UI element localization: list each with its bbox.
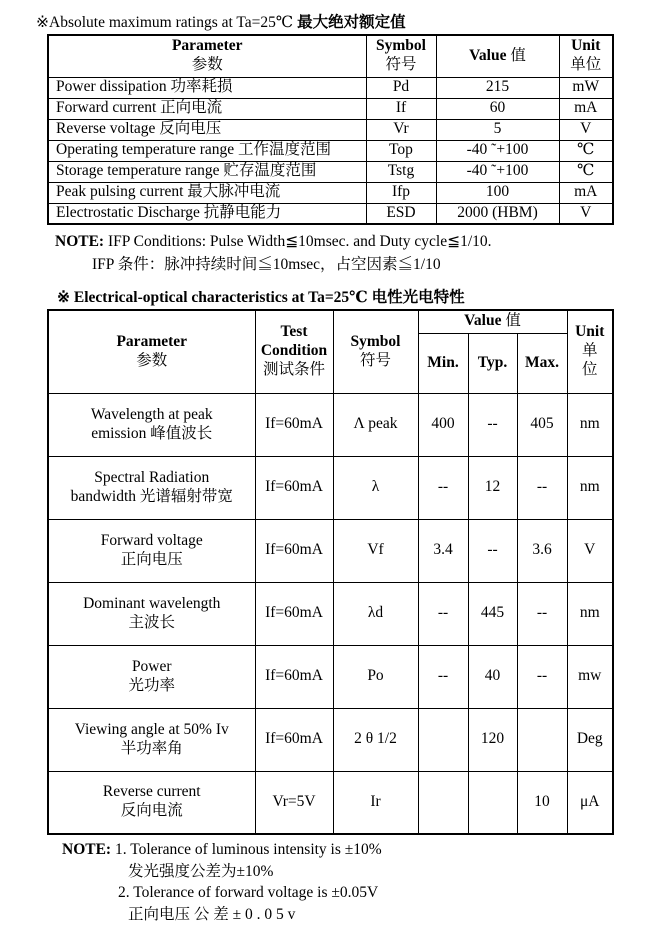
value-cell: 215 [436, 77, 559, 98]
unit-cell: μA [567, 771, 613, 834]
value-cell: -40 ˜+100 [436, 140, 559, 161]
min-cell: -- [418, 645, 468, 708]
value-cell: -40 ˜+100 [436, 161, 559, 182]
symbol-cell: λd [333, 582, 418, 645]
parameter-line1: Spectral Radiation [94, 468, 210, 486]
parameter-cell [48, 582, 255, 645]
note-line: IFP 条件：脉冲持续时间≦10msec，占空因素≦1/10 [92, 256, 441, 273]
abs-header-parameter [48, 35, 366, 77]
eo-characteristics-table [47, 309, 614, 835]
table-row [48, 645, 613, 708]
max-cell: -- [517, 582, 567, 645]
table-row [48, 708, 613, 771]
eo-header-max: Max. [517, 333, 567, 393]
unit-cell: V [559, 119, 613, 140]
table-row [48, 456, 613, 519]
symbol-cell: Po [333, 645, 418, 708]
table-row [48, 203, 613, 224]
unit-cell: nm [567, 456, 613, 519]
value-cell: 5 [436, 119, 559, 140]
abs-header-row [48, 35, 613, 77]
header-label-zh: 值 [510, 46, 526, 64]
header-label: Test [280, 323, 308, 341]
unit-cell: mW [559, 77, 613, 98]
table-row [48, 98, 613, 119]
parameter-cell [48, 519, 255, 582]
symbol-cell: ESD [366, 203, 436, 224]
abs-title-zh: 最大绝对额定值 [297, 14, 406, 31]
header-label: Parameter [171, 37, 243, 55]
symbol-cell: If [366, 98, 436, 119]
symbol-cell: Pd [366, 77, 436, 98]
parameter-line2: 主波长 [128, 613, 175, 631]
note-line [55, 230, 492, 253]
value-cell: 100 [436, 182, 559, 203]
typ-cell: 120 [468, 708, 517, 771]
note-text: 1. Tolerance of luminous intensity is ±10% [114, 841, 382, 858]
abs-title-en: Absolute maximum ratings at Ta=25℃ [49, 14, 294, 31]
condition-cell: If=60mA [255, 708, 333, 771]
typ-cell: 445 [468, 582, 517, 645]
header-label: Parameter [116, 332, 188, 350]
min-cell: -- [418, 582, 468, 645]
parameter-cell: Power dissipation 功率耗损 [48, 77, 366, 98]
condition-cell: If=60mA [255, 393, 333, 456]
parameter-line1: Viewing angle at 50% Iv [74, 720, 229, 738]
note-line: 2. Tolerance of forward voltage is ±0.05V [118, 884, 379, 901]
table-row [48, 771, 613, 834]
symbol-cell: Vf [333, 519, 418, 582]
max-cell: -- [517, 456, 567, 519]
parameter-cell: Forward current 正向电流 [48, 98, 366, 119]
parameter-cell [48, 771, 255, 834]
header-label-zh: 符号 [385, 56, 417, 74]
parameter-line1: Wavelength at peak [90, 405, 213, 423]
ref-mark: ※ [57, 289, 70, 306]
unit-cell: Deg [567, 708, 613, 771]
condition-cell: If=60mA [255, 582, 333, 645]
eo-header-typ: Typ. [468, 333, 517, 393]
table-row [48, 119, 613, 140]
max-cell: -- [517, 645, 567, 708]
symbol-cell: Tstg [366, 161, 436, 182]
parameter-line2: 反向电流 [120, 802, 183, 820]
parameter-line1: Power [131, 657, 172, 675]
typ-cell: -- [468, 393, 517, 456]
header-label: Unit [571, 37, 601, 55]
symbol-cell: λ [333, 456, 418, 519]
table-row [48, 140, 613, 161]
table-row [48, 161, 613, 182]
parameter-line2: bandwidth 光谱辐射带宽 [70, 487, 233, 505]
eo-title-en: Electrical-optical characteristics at Ta=25℃ [73, 289, 368, 306]
abs-header-unit [559, 35, 613, 77]
table-row [48, 582, 613, 645]
eo-note [62, 839, 382, 925]
parameter-cell: Electrostatic Discharge 抗静电能力 [48, 203, 366, 224]
parameter-cell [48, 393, 255, 456]
parameter-cell [48, 645, 255, 708]
header-label-zh: 值 [505, 312, 521, 330]
abs-header-symbol [366, 35, 436, 77]
condition-cell: If=60mA [255, 519, 333, 582]
header-label-zh: 位 [581, 361, 598, 379]
header-label-zh: 符号 [359, 351, 391, 369]
max-cell: 3.6 [517, 519, 567, 582]
symbol-cell: 2 θ 1/2 [333, 708, 418, 771]
parameter-line1: Forward voltage [100, 531, 203, 549]
unit-cell: ℃ [559, 140, 613, 161]
abs-note [55, 230, 492, 276]
header-label-zh: 测试条件 [262, 361, 325, 379]
header-label-zh: 单位 [570, 56, 602, 74]
table-row [48, 393, 613, 456]
eo-header-test-condition [255, 310, 333, 393]
header-label-zh: 单 [581, 342, 598, 360]
parameter-line2: emission 峰值波长 [91, 424, 213, 442]
eo-header-row-1 [48, 310, 613, 333]
unit-cell: mw [567, 645, 613, 708]
parameter-line2: 半功率角 [120, 739, 183, 757]
table-row [48, 519, 613, 582]
note-line [62, 839, 382, 861]
condition-cell: If=60mA [255, 645, 333, 708]
note-label: NOTE: [55, 233, 105, 250]
note-line: 发光强度公差为±10% [128, 862, 274, 880]
condition-cell: Vr=5V [255, 771, 333, 834]
parameter-cell [48, 456, 255, 519]
eo-characteristics-title [57, 285, 465, 307]
min-cell: 3.4 [418, 519, 468, 582]
unit-cell: V [559, 203, 613, 224]
condition-cell: If=60mA [255, 456, 333, 519]
unit-cell: mA [559, 182, 613, 203]
parameter-cell: Storage temperature range 贮存温度范围 [48, 161, 366, 182]
typ-cell: 40 [468, 645, 517, 708]
symbol-cell: Ir [333, 771, 418, 834]
max-cell: 10 [517, 771, 567, 834]
header-label: Unit [575, 323, 605, 341]
header-label: Value [464, 312, 502, 330]
value-cell: 60 [436, 98, 559, 119]
unit-cell: mA [559, 98, 613, 119]
note-label: NOTE: [62, 841, 112, 858]
typ-cell: -- [468, 519, 517, 582]
parameter-line2: 正向电压 [120, 550, 183, 568]
unit-cell: ℃ [559, 161, 613, 182]
table-row [48, 77, 613, 98]
eo-header-parameter [48, 310, 255, 393]
unit-cell: V [567, 519, 613, 582]
header-label: Symbol [376, 37, 426, 55]
min-cell [418, 771, 468, 834]
header-label-zh: 参数 [191, 56, 223, 74]
min-cell [418, 708, 468, 771]
unit-cell: nm [567, 393, 613, 456]
eo-header-symbol [333, 310, 418, 393]
symbol-cell: Top [366, 140, 436, 161]
min-cell: 400 [418, 393, 468, 456]
parameter-line1: Dominant wavelength [83, 594, 221, 612]
eo-header-unit [567, 310, 613, 393]
unit-cell: nm [567, 582, 613, 645]
header-label: Value [469, 46, 507, 64]
parameter-line2: 光功率 [128, 676, 175, 694]
abs-max-ratings-title [36, 10, 406, 32]
typ-cell: 12 [468, 456, 517, 519]
symbol-cell: Ifp [366, 182, 436, 203]
abs-max-ratings-table [47, 34, 614, 225]
parameter-cell: Operating temperature range 工作温度范围 [48, 140, 366, 161]
header-label-zh: 参数 [136, 351, 168, 369]
ref-mark: ※ [36, 14, 49, 31]
symbol-cell: Vr [366, 119, 436, 140]
parameter-cell: Reverse voltage 反向电压 [48, 119, 366, 140]
min-cell: -- [418, 456, 468, 519]
header-label: Condition [260, 342, 328, 360]
parameter-cell: Peak pulsing current 最大脉冲电流 [48, 182, 366, 203]
eo-title-zh: 电性光电特性 [371, 289, 465, 306]
header-label: Symbol [350, 332, 401, 350]
typ-cell [468, 771, 517, 834]
max-cell: 405 [517, 393, 567, 456]
value-cell: 2000 (HBM) [436, 203, 559, 224]
note-line: 正向电压 公 差 ± 0 . 0 5 v [128, 905, 296, 923]
eo-header-min: Min. [418, 333, 468, 393]
max-cell [517, 708, 567, 771]
table-row [48, 182, 613, 203]
eo-header-value [418, 310, 567, 333]
parameter-line1: Reverse current [102, 783, 201, 801]
parameter-cell [48, 708, 255, 771]
abs-header-value [436, 35, 559, 77]
symbol-cell: Λ peak [333, 393, 418, 456]
note-text: IFP Conditions: Pulse Width≦10msec. and Duty cycle≦1/10. [107, 233, 492, 250]
